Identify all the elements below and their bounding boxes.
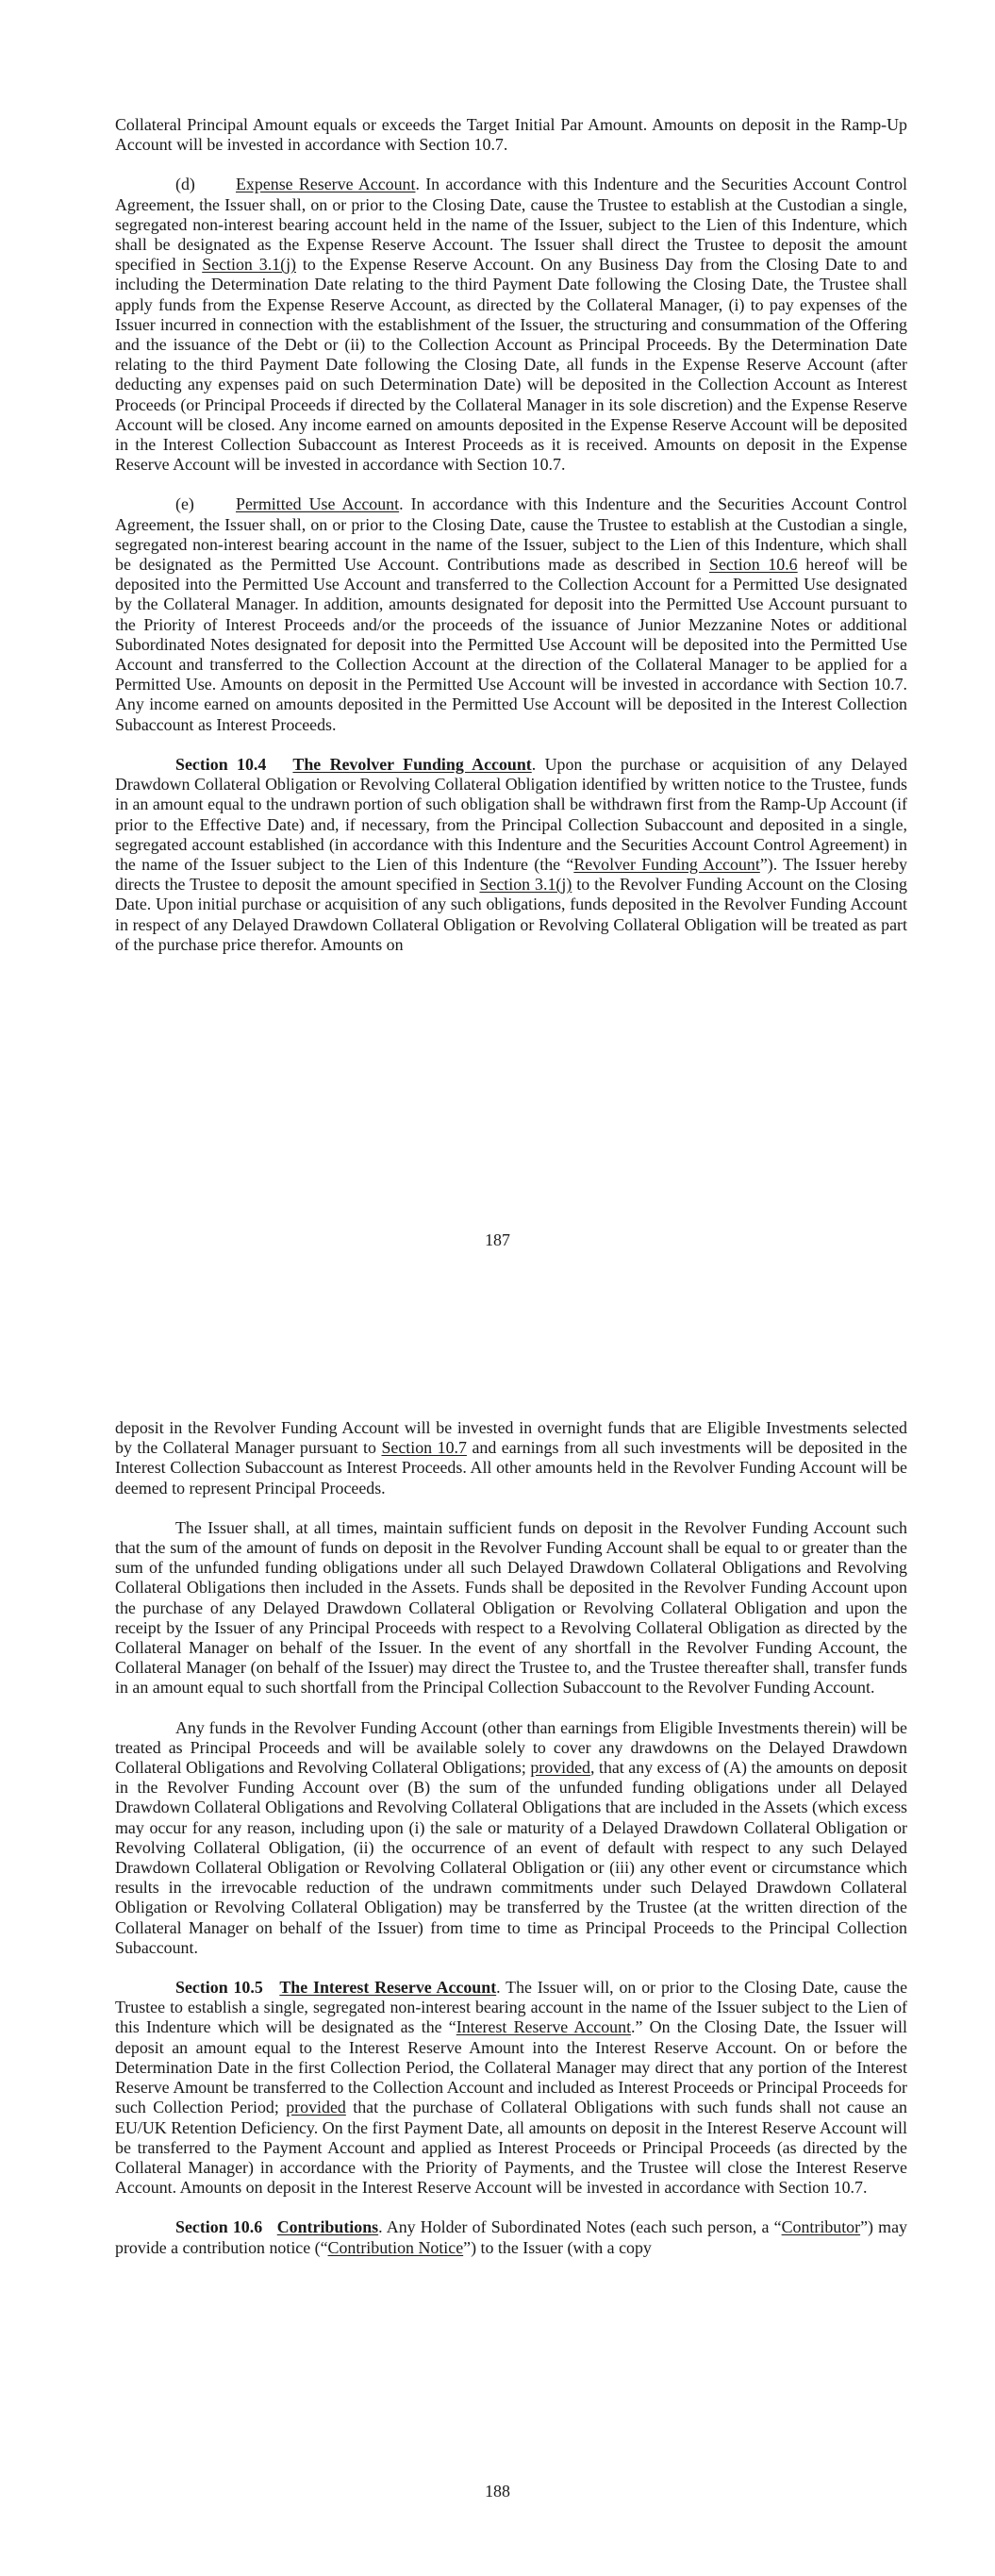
heading-expense-reserve-account: Expense Reserve Account <box>236 175 416 194</box>
reference-section-10-7: Section 10.7 <box>381 1438 467 1458</box>
clause-marker-d: (d) <box>175 175 195 194</box>
clause-marker-e: (e) <box>175 494 194 514</box>
section-10-6-contributions: Section 10.6 Contributions. Any Holder of Subordinated Notes (each such person, a “Contributor”) may provide a contribution notice (“Contribution Notice”) to the Issuer (with a copy <box>115 2217 907 2257</box>
paragraph-permitted-use-account: (e) Permitted Use Account. In accordance with this Indenture and the Securities Account Control Agreement, the Issuer shall, on or prior to the Closing Date, cause the Trustee to establish at the Custodian a single, segregated non-interest bearing account in the name of the Issuer, subject to the Lien of this Indenture, which shall be designated as the Permitted Use Account. Contributions made as described in Section 10.6 hereof will be deposited into the Permitted Use Account and transferred to the Collection Account for a Permitted Use designated by the Collateral Manager. In addition, amounts designated for deposit into the Permitted Use Account pursuant to the Priority of Interest Proceeds and/or the proceeds of the issuance of Junior Mezzanine Notes or additional Subordinated Notes designated for deposit into the Permitted Use Account will be deposited into the Permitted Use Account and transferred to the Collection Account at the direction of the Collateral Manager to be applied for a Permitted Use. Amounts on deposit in the Permitted Use Account will be invested in accordance with Section 10.7. Any income earned on amounts deposited in the Permitted Use Account will be deposited in the Interest Collection Subaccount as Interest Proceeds. <box>115 494 908 734</box>
page-number: 187 <box>485 1230 510 1249</box>
reference-section-10-6: Section 10.6 <box>709 555 798 575</box>
defined-term-contribution-notice: Contribution Notice <box>327 2237 464 2257</box>
reference-section-3-1-j: Section 3.1(j) <box>479 875 572 895</box>
section-10-5-interest-reserve-account: Section 10.5 The Interest Reserve Account. The Issuer will, on or prior to the Closing Date, cause the Trustee to establish a single, segregated non-interest bearing account in the name of the Issuer subject to the Lien of this Indenture which will be designated as the “Interest Reserve Account.” On the Closing Date, the Issuer will deposit an amount equal to the Interest Reserve Amount into the Interest Reserve Account. On or before the Determination Date in the first Collection Period, the Collateral Manager may direct that any portion of the Interest Reserve Amount be transferred to the Collection Account and included as Interest Proceeds or Principal Proceeds for such Collection Period; provided that the purchase of Collateral Obligations with such funds shall not cause an EU/UK Retention Deficiency. On the first Payment Date, all amounts on deposit in the Interest Reserve Account will be transferred to the Payment Account and applied as Interest Proceeds or Principal Proceeds (as directed by the Collateral Manager) in accordance with the Priority of Payments, and the Trustee will close the Interest Reserve Account. Amounts on deposit in the Interest Reserve Account will be invested in accordance with Section 10.7. <box>115 1978 908 2198</box>
section-10-4-revolver-funding-account: Section 10.4 The Revolver Funding Account. Upon the purchase or acquisition of any Delayed Drawdown Collateral Obligation or Revolving Collateral Obligation identified by written notice to the Trustee, funds in an amount equal to the undrawn portion of such obligation shall be withdrawn first from the Ramp-Up Account (if prior to the Effective Date) and, if necessary, from the Principal Collection Subaccount and deposited in a single, segregated account established (in accordance with this Indenture and the Securities Account Control Agreement) in the name of the Issuer subject to the Lien of this Indenture (the “Revolver Funding Account”). The Issuer hereby directs the Trustee to deposit the amount specified in Section 3.1(j) to the Revolver Funding Account on the Closing Date. Upon initial purchase or acquisition of any such obligations, funds deposited in the Revolver Funding Account in respect of any Delayed Drawdown Collateral Obligation or Revolving Collateral Obligation will be treated as part of the purchase price therefor. Amounts on <box>115 754 908 954</box>
section-title-interest-reserve-account: The Interest Reserve Account <box>279 1978 497 1998</box>
reference-section-3-1-j: Section 3.1(j) <box>202 255 296 275</box>
paragraph-ramp-up-continuation: Collateral Principal Amount equals or exceeds the Target Initial Par Amount. Amounts on deposit in the Ramp-Up Account will be invested in accordance with Section 10.7. <box>115 115 907 155</box>
paragraph-revolver-funding-continuation: deposit in the Revolver Funding Account will be invested in overnight funds that are Eligible Investments selected by the Collateral Manager pursuant to Section 10.7 and earnings from all such investments will be deposited in the Interest Collection Subaccount as Interest Proceeds. All other amounts held in the Revolver Funding Account will be deemed to represent Principal Proceeds. <box>115 1418 907 1497</box>
defined-term-revolver-funding-account: Revolver Funding Account <box>573 854 760 874</box>
term-provided: provided <box>286 2098 346 2117</box>
section-number-10-5: Section 10.5 <box>175 1978 263 1998</box>
defined-term-interest-reserve-account: Interest Reserve Account <box>456 2017 632 2037</box>
defined-term-contributor: Contributor <box>781 2217 861 2237</box>
page-body <box>115 1418 907 2278</box>
section-number-10-4: Section 10.4 <box>175 754 267 774</box>
page-body <box>115 115 907 975</box>
heading-permitted-use-account: Permitted Use Account <box>236 494 400 514</box>
section-number-10-6: Section 10.6 <box>175 2217 263 2237</box>
document-page-188 <box>0 1321 995 2576</box>
term-provided: provided <box>530 1758 590 1778</box>
page-number: 188 <box>485 2482 510 2501</box>
paragraph-expense-reserve-account: (d) Expense Reserve Account. In accordance with this Indenture and the Securities Account Control Agreement, the Issuer shall, on or prior to the Closing Date, cause the Trustee to establish at the Custodian a single, segregated non-interest bearing account held in the name of the Issuer, subject to the Lien of this Indenture, which shall be designated as the Expense Reserve Account. The Issuer shall direct the Trustee to deposit the amount specified in Section 3.1(j) to the Expense Reserve Account. On any Business Day from the Closing Date to and including the Determination Date relating to the third Payment Date following the Closing Date, the Trustee shall apply funds from the Expense Reserve Account, as directed by the Collateral Manager, (i) to pay expenses of the Issuer incurred in connection with the establishment of the Issuer, the structuring and consummation of the Offering and the issuance of the Debt or (ii) to the Collection Account as Principal Proceeds. By the Determination Date relating to the third Payment Date following the Closing Date, all funds in the Expense Reserve Account (after deducting any expenses paid on such Determination Date) will be deposited in the Collection Account as Interest Proceeds (or Principal Proceeds if directed by the Collateral Manager in its sole discretion) and the Expense Reserve Account will be closed. Any income earned on amounts deposited in the Expense Reserve Account will be deposited in the Interest Collection Subaccount as Interest Proceeds as it is received. Amounts on deposit in the Expense Reserve Account will be invested in accordance with Section 10.7. <box>115 175 907 475</box>
paragraph-sufficient-funds: The Issuer shall, at all times, maintain sufficient funds on deposit in the Revolver Funding Account such that the sum of the amount of funds on deposit in the Revolver Funding Account shall be equal to or greater than the sum of the unfunded funding obligations under all such Delayed Drawdown Collateral Obligations and Revolving Collateral Obligations then included in the Assets. Funds shall be deposited in the Revolver Funding Account upon the purchase of any Delayed Drawdown Collateral Obligation or Revolving Collateral Obligation and upon the receipt by the Issuer of any Principal Proceeds with respect to a Revolving Collateral Obligation as directed by the Collateral Manager on behalf of the Issuer. In the event of any shortfall in the Revolver Funding Account, the Collateral Manager (on behalf of the Issuer) may direct the Trustee to, and the Trustee thereafter shall, transfer funds in an amount equal to such shortfall from the Principal Collection Subaccount to the Revolver Funding Account. <box>115 1517 907 1698</box>
section-title-contributions: Contributions <box>276 2217 379 2237</box>
paragraph-principal-proceeds-treatment: Any funds in the Revolver Funding Account (other than earnings from Eligible Investments therein) will be treated as Principal Proceeds and will be available solely to cover any drawdowns on the Delayed Drawdown Collateral Obligations and Revolving Collateral Obligations; provided, that any excess of (A) the amounts on deposit in the Revolver Funding Account over (B) the sum of the unfunded funding obligations under all Delayed Drawdown Collateral Obligations and Revolving Collateral Obligations that are included in the Assets (which excess may occur for any reason, including upon (i) the sale or maturity of a Delayed Drawdown Collateral Obligation or Revolving Collateral Obligation, (ii) the occurrence of an event of default with respect to any such Delayed Drawdown Collateral Obligation or Revolving Collateral Obligation or (iii) any other event or circumstance which results in the irrevocable reduction of the undrawn commitments under such Delayed Drawdown Collateral Obligation or Revolving Collateral Obligation) may be transferred by the Trustee (at the written direction of the Collateral Manager on behalf of the Issuer) from time to time as Principal Proceeds to the Principal Collection Subaccount. <box>115 1717 908 1957</box>
section-title-revolver-funding-account: The Revolver Funding Account <box>292 754 532 774</box>
